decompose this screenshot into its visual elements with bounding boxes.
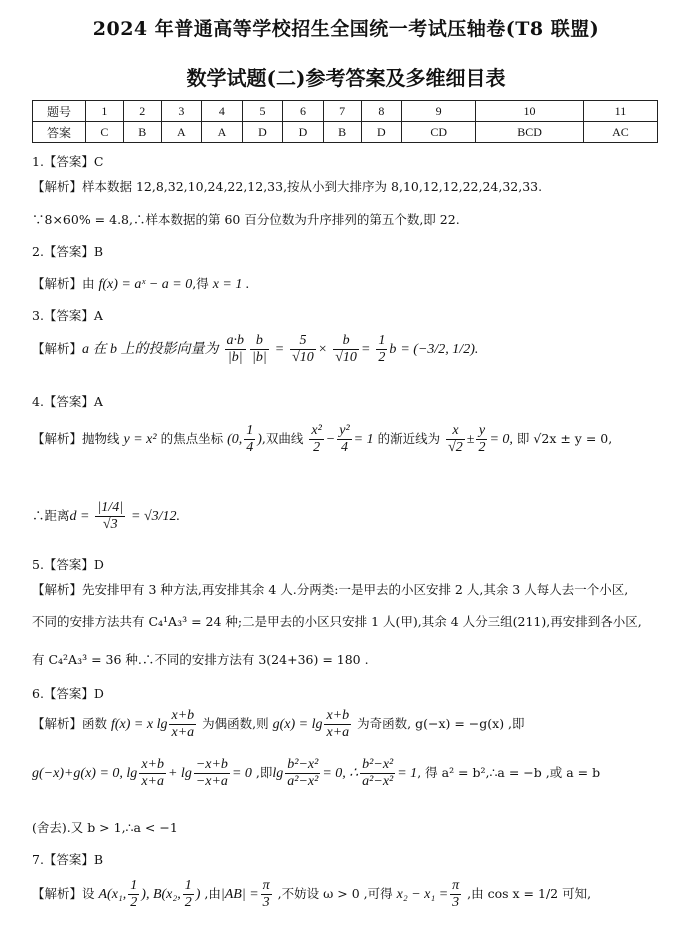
q6-line1: 【解析】函数 f(x) = x lg $\frac{x+b}{x+a}$ 为偶函数,则 g(x) = lg $\frac{x+b}{x+a}$ 为奇函数, g(−x) = −g(x) ,即	[32, 708, 525, 740]
answer-table	[32, 100, 658, 143]
q5-line1: 【解析】先安排甲有 3 种方法,再安排其余 4 人.分两类:一是甲去的小区安排 2 人,其余 3 人每人去一个小区,	[32, 582, 629, 597]
q7-answer: 7.【答案】B	[32, 852, 104, 867]
q6-line3: (舍去).又 b > 1,∴a < −1	[32, 820, 178, 835]
question-number-cell: 5	[242, 101, 283, 122]
page-title: 2024 年普通高等学校招生全国统一考试压轴卷(T8 联盟)	[92, 18, 600, 40]
q3-analysis: 【解析】a 在 b 上的投影向量为 $\frac{a\cdot b}{|b|}$ $\frac{b}{|b|}$ = $\frac{5}{√10}$ × $\frac{b}{√10}$ = $\frac{1}{2}$ b = (−3/2, 1/2).	[32, 333, 479, 365]
question-number-cell: 1	[86, 101, 124, 122]
answer-cell: B	[323, 122, 361, 143]
question-number-cell: 9	[402, 101, 476, 122]
q1-line2: ∵8×60% = 4.8,∴样本数据的第 60 百分位数为升序排列的第五个数,即 22.	[32, 212, 460, 227]
q1-analysis: 【解析】样本数据 12,8,32,10,24,22,12,33,按从小到大排序为 8,10,12,12,22,24,32,33.	[32, 179, 543, 194]
answer-cell: AC	[583, 122, 657, 143]
q2-answer: 2.【答案】B	[32, 244, 104, 259]
q4-distance: ∴距离d = $\frac{|1/4|}{√3}$ = √3/12.	[32, 500, 181, 532]
q6-line2: g(−x)+g(x) = 0, lg $\frac{x+b}{x+a}$ + lg $\frac{-x+b}{-x+a}$ = 0 ,即lg $\frac{\text{b²−x²}}{\text{a²−x²}}$ = 0, ∴ $\frac{\text{b²−x²}}{\text{a²−x²}}$ = 1, 得 a² = b²,∴a = −b ,或 a = b	[32, 757, 601, 789]
q1-answer: 1.【答案】C	[32, 154, 104, 169]
answer-cell: D	[361, 122, 402, 143]
question-number-cell: 2	[123, 101, 161, 122]
answer-cell: A	[202, 122, 243, 143]
question-number-cell: 8	[361, 101, 402, 122]
question-number-cell: 6	[283, 101, 324, 122]
answer-cell: CD	[402, 122, 476, 143]
answer-cell: BCD	[476, 122, 584, 143]
question-number-cell: 7	[323, 101, 361, 122]
q2-analysis: 【解析】由 f(x) = aˣ − a = 0,得 x = 1 .	[32, 276, 250, 292]
q5-line2: 不同的安排方法共有 C₄¹A₃³ = 24 种;二是甲去的小区只安排 1 人(甲),其余 4 人分三组(211),再安排到各小区,	[32, 614, 642, 629]
page-subtitle: 数学试题(二)参考答案及多维细目表	[186, 66, 506, 90]
question-number-cell: 3	[161, 101, 202, 122]
q7-line1: 【解析】设 A(x₁, $\frac{1}{2}$ ), B(x₂, $\frac{1}{2}$ ) ,由|AB| = $\frac{\pi}{3}$ ,不妨设 ω > 0 ,可得 x₂ − x₁ = $\frac{\pi}{3}$ ,由 cos x = 1/2 可知,	[32, 878, 592, 910]
table-row-answers	[33, 122, 658, 143]
q5-line3: 有 C₄²A₃³ = 36 种.∴不同的安排方法有 3(24+36) = 180 .	[32, 652, 369, 667]
q6-answer: 6.【答案】D	[32, 686, 104, 701]
answer-cell: B	[123, 122, 161, 143]
table-row-label: 答案	[33, 122, 86, 143]
q5-answer: 5.【答案】D	[32, 557, 104, 572]
answer-cell: D	[242, 122, 283, 143]
question-number-cell: 4	[202, 101, 243, 122]
q4-answer: 4.【答案】A	[32, 394, 103, 409]
answer-cell: D	[283, 122, 324, 143]
answer-cell: A	[161, 122, 202, 143]
question-number-cell: 10	[476, 101, 584, 122]
q3-answer: 3.【答案】A	[32, 308, 103, 323]
table-row-label: 题号	[33, 101, 86, 122]
question-number-cell: 11	[583, 101, 657, 122]
answer-cell: C	[86, 122, 124, 143]
table-row-numbers	[33, 101, 658, 122]
q4-analysis: 【解析】抛物线 y = x² 的焦点坐标 (0, $\frac{1}{4}$ ),双曲线 $\frac{\text{x²}}{2}$ − $\frac{\text{y²}}{4}$ = 1 的渐近线为 $\frac{x}{√2}$ ± $\frac{y}{2}$ = 0, 即 √2x ± y = 0,	[32, 423, 613, 455]
